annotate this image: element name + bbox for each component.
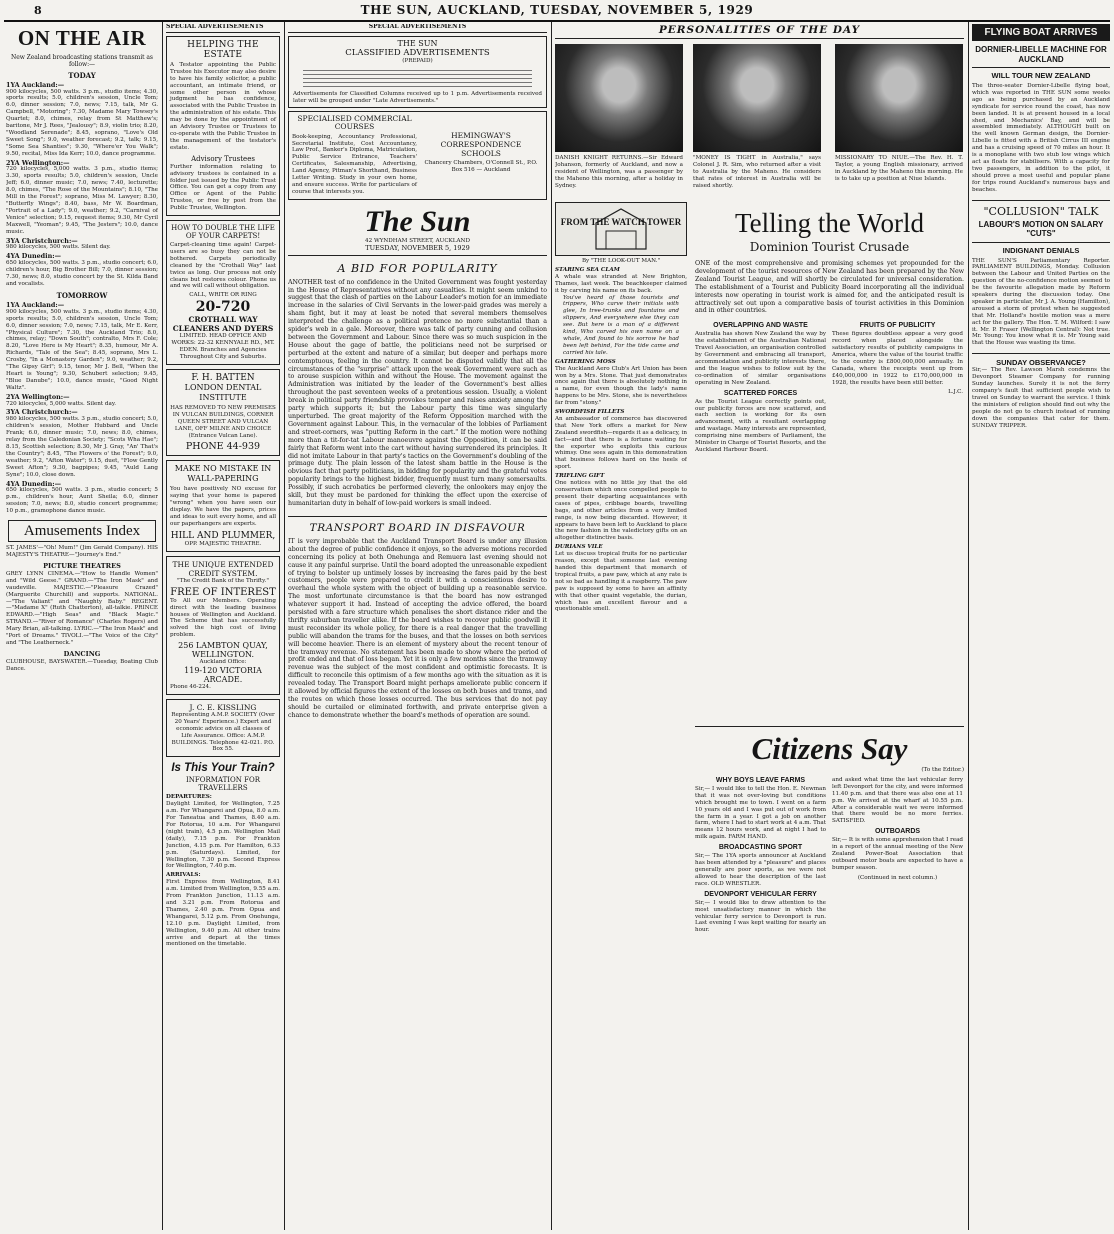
flying-boat-heading: FLYING BOAT ARRIVES — [984, 27, 1098, 38]
call-write-ring: CALL, WRITE OR RING — [189, 292, 257, 299]
watch-tower-icon — [556, 203, 686, 253]
double-carpets-text: Carpet-cleaning time again! Carpet-users are so busy they can not be bothered. Carpets periodically cleaned by the "Crothall Way" last twice as long. Our process not only cleans but restores colour. Phone us and we will call without obligation. — [170, 242, 276, 290]
special-ads-banner: SPECIAL ADVERTISEMENTS — [166, 24, 280, 33]
broadcasting-sport-text: Sir,— The 1YA sports announcer at Auckland has been attended by a "pleasure" and places generally are poor sports, as we were not allowed to hear the description of the last race. OLD WRESTLER. — [695, 853, 826, 887]
station-3ya-programme: 980 kilocycles, 500 watts. Silent day. — [6, 244, 111, 251]
sunday-heading: SUNDAY OBSERVANCE? — [972, 353, 1110, 367]
amusements-box — [8, 520, 156, 542]
outboards-heading: OUTBOARDS — [874, 828, 921, 836]
column-rule — [968, 22, 969, 1230]
flying-boat-banner — [972, 24, 1110, 41]
double-carpets-heading: HOW TO DOUBLE THE LIFE OF YOUR CARPETS! — [171, 224, 275, 241]
crothall-phone: 20-720 — [195, 299, 251, 316]
collusion-heading: "COLLUSION" TALK — [972, 200, 1110, 218]
helping-estate-heading: HELPING THE ESTATE — [187, 39, 259, 60]
batten-institute: LONDON DENTAL INSTITUTE — [184, 382, 262, 402]
kissling-text: Representing A.M.P. SOCIETY (Over 20 Years' Experience.) Expert and economic advice on all classes of Life Assurance. Office: A.M.P. BUILDINGS. Telephone 42-021. P.O. Box 55. — [171, 711, 275, 753]
classified-the-sun: THE SUN — [397, 38, 438, 48]
watch-tower-graphic — [555, 202, 687, 256]
will-tour-heading: WILL TOUR NEW ZEALAND — [972, 67, 1110, 80]
durians-text: Let us discuss tropical fruits for no particular reason, except that someone last evening handed this department that monarch of tropical fruits, a paw paw, which at any rate is not so bad as handling it a raspberry. The paw paw is supposed by some to have an affinity with that other quaint vegetable, the durian, which has an excellent flavour and a questionable smell. — [555, 551, 687, 613]
arrivals-list: First Express from Wellington, 8.41 a.m. Limited from Wellington, 9.55 a.m. From Frankton Junction, 11.13 a.m. and 3.21 p.m. From Rotorua and Thames, 2.40 p.m. From Opua and Whangarei, 5.12 p.m. From Onehunga, 12.10 p.m. Daylight Limited, from Wellington, 9.40 p.m. All other trains arrive and depart at the times mentioned on the timetable. — [166, 879, 280, 948]
advisory-trustees-text: Further information relating to advisory trustees is contained in a folder just issued by the Public Trust Office. You can get a copy from any Office or Agent of the Public Trustee, or free by post from the Public Trustee, Wellington. — [170, 163, 276, 212]
portrait-photo — [555, 44, 683, 152]
staring-heading: STARING SEA CLAM — [555, 266, 620, 273]
sun-nameplate — [288, 206, 547, 256]
free-of-interest: FREE OF INTEREST — [170, 586, 276, 598]
personalities-heading: PERSONALITIES OF THE DAY — [555, 24, 964, 39]
overlapping-text: Australia has shown New Zealand the way by the establishment of the Australian National Travel Association, an organisation controlled by Government and embracing all transport, accommodation and publicity interests there, and the league wishes to follow suit by the co-ordination of similar organisations operating in New Zealand. — [695, 331, 826, 386]
swordfish-heading: SWORDFISH FILLETS — [555, 409, 625, 416]
column-rule — [551, 22, 552, 1230]
ferry-heading: DEVONPORT VEHICULAR FERRY — [704, 890, 817, 898]
credit-system-text: To All our Members. Operating direct with the leading business houses of Wellington and Auckland. The Scheme that has successfully solved the high cost of living problem. — [170, 597, 276, 639]
public-trust-ad — [166, 36, 280, 216]
train-heading: Is This Your Train? — [171, 762, 275, 775]
telling-signature: L.J.C. — [948, 388, 963, 395]
masthead — [4, 3, 1110, 19]
citizens-section — [695, 726, 964, 1227]
outboards-text: Sir,— It is with some apprehension that I read in a report of the annual meeting of the New Zealand Power-Boat Association that outboard motor boats are expected to have a bumper season. — [832, 837, 963, 871]
personalities-column — [555, 24, 964, 1228]
station-3ya: 3YA Christchurch:— — [6, 236, 78, 245]
credit-phone: Phone 46-224. — [170, 684, 211, 691]
collusion-text: THE SUN'S Parliamentary Reporter. PARLIAMENT BUILDINGS, Monday. Collusion between the Labour and United Parties on the question of the no-confidence motion seemed to be the favourite allegation made by Reform speakers during the discussion today. One speaker in particular, Mr J. A. Young (Hamilton), aroused a storm of protest when he suggested that Mr. Holland's hostile motion was a mere act for the gallery. The Hon. T. M. Wilford: I saw it. Mr. P. Fraser (Wellington Central): Not true. Mr. Young: You know what it is. Mr Young said that the House was wasting its time. — [972, 257, 1110, 347]
station-2ya-programme: 720 kilocycles, 5,000 watts. 3 p.m., studio items; 3.30, sports results; 5.0, children's session, Uncle Jeff; 6.0, dinner music; 7.0, news; 7.40, lecturette; 8.0, chimes, "The Rose of the Mountains"; 8.10, "The Mill in the Forest"; soprano, Miss M. Lawyer; 8.30, "Butterfly Wings"; 8.40, bass, Mr W. Boardman, "Portrait of a Lady"; 9.0, weather; 9.2, "Carnival of Venice" selection; 9.15, request items; 9.30, Mr Cyril Maxwell, "Yeoman"; 9.45, "The Jesters"; 10.0, dance music. — [6, 166, 158, 235]
dornier-heading: DORNIER-LIBELLE MACHINE FOR AUCKLAND — [975, 45, 1107, 64]
watch-tower-title: FROM THE WATCH TOWER — [560, 217, 682, 227]
station-1ya-programme: 900 kilocycles, 500 watts. 3 p.m., studio items; 4.30, sports results; 5.0, children's session, Uncle Tom; 6.0, dinner session; 7.0, news; 7.15, talk, Mr G. Campbell, "Motoring"; 7.30, Madame Mary Towsey's Quartet; 8.0, chimes, relay from St Matthew's; baritone, Mr J. Rees, "Jealousy"; 8.9, violin trio; 8.20, "Woodland Serenade"; 8.45, soprano, "Love's Old Sweet Song"; 9.0, weather forecast; 9.2, talk; 9.15, "Some Sea Shanties"; 9.30, "Where'er You Walk"; 9.50, recital, Miss Ida Kerr; 10.0, dance programme. — [6, 88, 158, 157]
watch-tower-section — [555, 202, 687, 722]
train-subheading: INFORMATION FOR TRAVELLERS — [186, 776, 260, 793]
editorial-column — [288, 24, 547, 1228]
gathering-moss-heading: GATHERING MOSS — [555, 358, 616, 365]
sun-date: TUESDAY, NOVEMBER 5, 1929 — [365, 243, 470, 252]
bid-text: ANOTHER test of no confidence in the United Government was fought yesterday in the House of Representatives without any casualties. It might seem unkind to suggest that the clash of parties on the Labour Leader's motion for an immediate increase in the salaries of Civil Servants in the lower-paid grades was merely a sham fight, but it may at least be noted that several members themselves interpreted the challenge as a political pretence no more substantial than a spider's web in a gale. Moreover, there was talk of party cunning and collusion between the Government and Labour. Since there was so much suspicion in the House about the gage of battle, the politicians need not be surprised or perturbed at the extent and nature of a similar, but deeper and perhaps more contemptuous, feeling in the country. It cannot be disputed validly that all the circumstances of the "surprise" attack upon the weak Government were such as to arouse suspicion within and without the House. The movement against the Administration was initiated by the leader of the Government's best allies throughout the past seventeen weeks of a pretentious session. Usually, a violent break in political party friendship provokes temper and raises anxiety among the party which supports it; but the Labour party this time was singularly unperturbed. The great majority of the Reform Opposition marched with the Government against Labour. This, in the vernacular of the lobbies of Parliament and street-corners, was "putting Reform in the cart." If the motion were nothing more than a tit-for-tat Labour manoeuvre against the Opposition, it can be said fairly that Reform went into the cart without having surrendered its principles. It did not imitate Labour in that party's tactics on the Government's doubling of the primage duty. The plain lesson of the latest sham battle in the House is the obvious fact that party politicians, in bidding for popularity and the grateful votes popularity brings to the highest bidder, frequently must turn many somersaults. Possibly, if such acrobatics be performed cleverly, the onlookers may enjoy the skill, but they must be pardoned for thinking the effect upon the exercise of humanitarian duty in behalf of low-paid workers is small indeed. — [288, 278, 547, 507]
station-3ya-tomorrow-programme: 980 kilocycles, 500 watts. 3 p.m., studio concert; 5.0, children's session, Mother Hubbard and Uncle Frank; 6.0, dinner music; 7.0, news; 8.0, chimes, relay from the Caledonian Society; "Scots Wha Hae"; 8.15, Scottish selection; 8.30, Mr J. Gray, "An' That's the Country"; 8.45, "The Flowers o' the Forest"; 9.0, weather; 9.2, "Afton Water"; 9.15, duet, "Flow Gently Sweet Afton"; 9.30, bagpipes; 9.45, "Auld Lang Syne"; 10.0, close down. — [6, 416, 158, 478]
scattered-text: As the Tourist League correctly points out, our publicity forces are now scattered, and each section is working for its own advancement, with a resultant overlapping and wastage. Many interests are represented, comprising nine members of Parliament, the Minister in Charge of Tourist Resorts, and the Auckland Harbour Board. — [695, 398, 826, 453]
batten-phone: PHONE 44-939 — [185, 441, 261, 453]
picture-theatres-heading: PICTURE THEATRES — [43, 561, 121, 570]
transport-heading: TRANSPORT BOARD IN DISFAVOUR — [288, 516, 547, 534]
kissling-name: J. C. E. KISSLING — [189, 702, 257, 712]
telling-subheading: Dominion Tourist Crusade — [749, 240, 910, 254]
trifling-gift-text: One notices with no little joy that the old conservatism which once compelled people to present their departing acquaintances with cases of pipes, cribbage boards, travelling bags, and other articles from a very limited range, is now being discarded. However, it appears to have been left to Auckland to place the new fashion in the valedictory gifts on an altogether distinctive basis. — [555, 480, 687, 542]
gathering-moss-text: The Auckland Aero Club's Art Union has been won by a Mrs. Stone. That just demonstrates once again that there is absolutely nothing in a name, for even though the lady's name happens to be Mrs. Stone, she is nevertheless far from "stony." — [555, 365, 687, 407]
hill-plummer-address: OPP. MAJESTIC THEATRE. — [184, 540, 262, 547]
bid-heading: A BID FOR POPULARITY — [337, 261, 498, 275]
auckland-office: Auckland Office: — [199, 659, 247, 666]
scattered-heading: SCATTERED FORCES — [723, 389, 798, 397]
indignant-heading: INDIGNANT DENIALS — [972, 242, 1110, 255]
departures-heading: DEPARTURES: — [166, 794, 212, 801]
page-number: 8 — [34, 4, 42, 17]
special-ads-banner-2: SPECIAL ADVERTISEMENTS — [288, 24, 547, 33]
station-4ya-programme: 650 kilocycles, 500 watts. 3 p.m., studio concert; 6.0, children's hour, Big Brother Bill; 7.0, dinner session; 7.30, news; 8.0, studio concert by the St. Kilda Band and vocalists. — [6, 260, 158, 287]
classified-rate-lines — [303, 67, 532, 89]
staring-text: A whale was stranded at New Brighton, Thames, last week. The beachkeeper claimed it by carving his name on its back. — [555, 273, 687, 294]
trifling-gift-heading: TRIFLING GIFT — [555, 473, 605, 480]
sun-address: 42 WYNDHAM STREET, AUCKLAND — [365, 237, 470, 244]
today-heading: TODAY — [68, 70, 96, 80]
classified-note: Advertisements for Classified Columns received up to 1 p.m. Advertisements received later will be grouped under "Late Advertisements." — [293, 90, 542, 104]
why-boys-text: Sir,— I would like to tell the Hon. E. Newman that it was not over-loving but conditions which brought me to town. I went on a farm 10 years old and I was put out of work from the farm in a year. I got a job on another farm, where I had to start work at 4 a.m. That means 12 hours work, and at night I had to milk again. FARM HAND. — [695, 785, 826, 841]
station-4ya-tomorrow-programme: 650 kilocycles, 500 watts. 3 p.m., studio concert; 5 p.m., children's hour, Aunt Sheila; 6.0, dinner session; 7.0, news; 8.0, studio concert programme; 10 p.m., gramophone dance music. — [6, 487, 158, 515]
on-the-air-title: ON THE AIR — [17, 26, 147, 50]
dancing-heading: DANCING — [63, 649, 101, 658]
on-the-air-column — [6, 26, 158, 1228]
classified-box — [288, 36, 547, 108]
amusements-title: Amusements Index — [23, 523, 141, 540]
caption-missionary: MISSIONARY TO NIUE.—The Rev. H. T. Taylor, a young English missionary, arrived in Auckland by the Maheno this morning. He is to take up a position at Niue Islands. — [835, 155, 963, 182]
courses-ad — [288, 111, 547, 200]
helping-estate-text: A Testator appointing the Public Trustee his Executor may also desire to have his family solicitor, a public accountant, an intimate friend, or some other person in whose judgment he has confidence, associated with the Public Trustee in the administration of his estate. This may be done by the appointment of an Advisory Trustee or Trustees to co-operate with the Public Trustee in the management of the testator's estate. — [170, 61, 276, 151]
crothall-ad — [166, 220, 280, 365]
credit-system-subtitle: "The Credit Bank of the Thrifty." — [177, 577, 269, 584]
portrait-photo — [835, 44, 963, 152]
station-3ya-tomorrow: 3YA Christchurch:— — [6, 408, 78, 417]
to-the-editor: (To the Editor.) — [921, 767, 964, 773]
classified-title: CLASSIFIED ADVERTISEMENTS — [345, 47, 490, 58]
why-boys-heading: WHY BOYS LEAVE FARMS — [715, 776, 806, 784]
continued-note: (Continued in next column.) — [857, 874, 938, 881]
ferry-text: Sir,— I would like to draw attention to the most unsatisfactory manner in which the vehicular ferry service to Devonport is run. Last evening I was kept waiting for nearly an hour. — [695, 899, 826, 934]
courses-text: Book-keeping, Accountancy Professional, Secretarial Institute, Cost Accountancy, Law Prof., Banker's Diploma, Matriculation, Public Service Entrance, Teachers' Certificates, Salesmanship, Advertising, Land Agency, Pitman's Shorthand, Business Letter Writing. Study in your own home, and ensure success. Write for particulars of course that interests you. — [292, 133, 417, 195]
caption-danish-knight: DANISH KNIGHT RETURNS.—Sir Edward Johanson, formerly of Auckland, and now a resident of Wellington, was a passenger by the Maheno this morning, after a holiday in Sydney. — [555, 155, 683, 189]
wallpaper-text: You have positively NO excuse for saying that your home is papered "wrong" when you have seen our display. We have the papers, prices and ideas to suit every home, and all our paperhangers are experts. — [170, 486, 276, 527]
column-rule — [284, 22, 285, 1230]
durians-heading: DURIANS VILE — [555, 544, 603, 551]
portrait-photo — [693, 44, 821, 152]
telling-intro: ONE of the most comprehensive and promising schemes yet propounded for the development of the tourist resources of New Zealand has been prepared by the New Zealand Tourist League, and will shortly be circulated for universal consideration. The establishment of a Tourist and Publicity Board incorporating all the individual interests now operating in tourist work is aimed for, and the anticipated result is attractively set out upon a comparative basis of tourist activities in this Dominion and in other countries. — [695, 260, 964, 315]
wallpaper-ad — [166, 460, 280, 551]
batten-text: HAS REMOVED TO NEW PREMISES IN VULCAN BUILDINGS, CORNER QUEEN STREET AND VULCAN LANE, OFF MILNE AND CHOICE (Entrance Vulcan Lane). — [170, 404, 276, 439]
broadcasting-sport-heading: BROADCASTING SPORT — [718, 844, 803, 852]
kissling-ad — [166, 699, 280, 757]
station-4ya: 4YA Dunedin:— — [6, 252, 61, 261]
station-1ya: 1YA Auckland:— — [6, 80, 65, 89]
column-rule — [162, 22, 163, 1230]
courses-heading: SPECIALISED COMMERCIAL COURSES — [297, 113, 412, 132]
citizens-heading: Citizens Say — [751, 731, 908, 766]
hill-plummer-name: HILL AND PLUMMER, — [170, 530, 276, 541]
station-1ya-tomorrow: 1YA Auckland:— — [6, 300, 65, 309]
swordfish-text: An ambassador of commerce has discovered that New York offers a market for New Zealand swordfish—regards it as a delicacy, in fact—and that there is a fortune waiting for the exporter who exploits this curious whimsy. One sees again in this demonstration that business follows hard on the heels of sport. — [555, 415, 687, 471]
ferry-letter-continued: and asked what time the last vehicular ferry left Devonport for the city, and were informed 11.40 p.m. and that there was also one at 11 p.m. We arrived at the wharf at 10.55 p.m. After a considerable wait we were informed that there would be no more ferries. SATISFIED. — [832, 776, 963, 825]
classified-prepaid: (PREPAID) — [402, 57, 433, 64]
masthead-rule — [4, 20, 1110, 22]
watch-tower-verse: You've heard of those tourists and trippers, Who carve their initials with glee, In tree-trunks and fountains and slippers, And everywhere else they can see. But here is a man of a different kind, Who carved his own name on a whale, And found to his sorrow he had been left behind, For the tide came and carried his tale. — [563, 294, 679, 356]
train-section — [166, 762, 280, 948]
crothall-address: LIMITED. HEAD OFFICE AND WORKS: 22-32 KENNYALE RD., MT. EDEN. Branches and Agencies Throughout City and Suburbs. — [171, 333, 275, 360]
fruits-text: These figures doubtless appear a very good record when placed alongside the satisfactory results of publicity campaigns in America, where the value of the tourist traffic to the country is £800,000,000 annually. In Canada, where the receipts went up from £40,000,000 in 1922 to £170,000,000 in 1928, the results have been still better. — [832, 331, 963, 386]
batten-ad — [166, 369, 280, 457]
victoria-arcade: 119-120 VICTORIA ARCADE. — [184, 666, 262, 685]
amusements-items: ST. JAMES'—"Oh! Mum!" (Jim Gerald Company). HIS MAJESTY'S THEATRE—"Journey's End." — [6, 545, 158, 558]
flying-boat-text: The three-seater Dornier-Libelle flying boat, which was reported in THE SUN some weeks ago as being purchased by an Auckland syndicate for service round the coast, has now been landed. It is at present housed in a local shed, and Mechanics' Bay, and will be assembled immediately. ALTHOUGH built on the well known German design, the Dornier-Libelle is fitted with a British Cirrus III engine and has a cruising speed of 70 miles an hour. It is a monoplane with two stub low wings which act as floats for stabilisers. With a capacity for two passengers, in addition to the pilot, it should prove a most useful and popular plane for trips round Auckland's numerous bays and beaches. — [972, 83, 1110, 193]
crothall-name: CROTHALL WAY CLEANERS AND DYERS — [172, 315, 274, 334]
picture-theatres-list: GREY LYNN CINEMA.—"How to Handle Women" and "Wild Geese." GRAND.—"The Iron Mask" and vaudeville. MAJESTIC.—"Pleasure Crazed" (Marguerite Churchill) and supports. NATIONAL.—"The Valiant" and "Naughty Baby." REGENT.—"Madame X" (Ruth Chatterton), all-talkie. PRINCE EDWARD.—"High Seas" and "Black Magic." STRAND.—"River of Romance" (Charles Rogers) and Mary Brian, all-talking. LYRIC.—"The Iron Mask" and "Port of Dreams." TIVOLI.—"The Voice of the City" and "The Leatherneck." — [6, 570, 158, 646]
overlapping-heading: OVERLAPPING AND WASTE — [713, 322, 808, 330]
arrivals-heading: ARRIVALS: — [166, 872, 201, 879]
advisory-trustees-heading: Advisory Trustees — [191, 154, 255, 163]
fruits-heading: FRUITS OF PUBLICITY — [859, 322, 936, 330]
labour-motion-heading: LABOUR'S MOTION ON SALARY "CUTS" — [978, 219, 1104, 238]
hemingway-address: Chancery Chambers, O'Connell St., P.O. Box 516 — Auckland — [424, 159, 538, 173]
dancing-list: CLUBHOUSE, BAYSWATER.—Tuesday, Boating Club Dance. — [6, 658, 158, 672]
telling-section — [695, 202, 964, 722]
credit-system-ad — [166, 556, 280, 695]
station-2ya-tomorrow-programme: 720 kilocycles, 5,000 watts. Silent day. — [6, 400, 117, 407]
on-the-air-intro: New Zealand broadcasting stations transmit as follow:— — [11, 54, 153, 69]
masthead-title: THE SUN, AUCKLAND, TUESDAY, NOVEMBER 5, 1929 — [360, 3, 754, 17]
station-4ya-tomorrow: 4YA Dunedin:— — [6, 479, 61, 488]
special-ads-column — [166, 24, 280, 1228]
wallpaper-heading: MAKE NO MISTAKE IN WALL-PAPERING — [174, 464, 272, 484]
flying-boat-column — [972, 24, 1110, 1228]
batten-name: F. H. BATTEN — [191, 372, 255, 383]
credit-system-heading: THE UNIQUE EXTENDED CREDIT SYSTEM. — [172, 559, 274, 578]
hemingway-name: HEMINGWAY'S CORRESPONDENCE SCHOOLS — [440, 130, 522, 158]
station-2ya-tomorrow: 2YA Wellington:— — [6, 392, 70, 401]
telling-heading: Telling the World — [735, 208, 924, 238]
station-1ya-tomorrow-programme: 900 kilocycles, 500 watts. 3 p.m., studio items; 4.30, sports results; 5.0, children's session, Uncle Tom; 6.0, dinner session; 7.0, news; 7.15, talk, Mr E. Kerr, "Physical Culture"; 7.30, the Auckland Trio; 8.0, chimes, relay; "Down South"; contralto, Mrs F. Cole; 8.20, "Love Here is My Heart"; 8.35, humour, Mr A. Richards, "Tale of the Sea"; 8.45, soprano, Mrs L. Crosby, "In a Monastery Garden"; 9.0, weather; 9.2, "The Gipsy Girl"; 9.15, tenor, Mr J. Bell, "When the Heart is Young"; 9.30, Schubert selection; 9.45, "Blue Danube"; 10.0, dance music, "Good Night Waltz". — [6, 308, 158, 391]
station-2ya: 2YA Wellington:— — [6, 158, 70, 167]
watch-tower-byline: By "THE LOOK-OUT MAN." — [581, 258, 661, 264]
sun-logo: The Sun — [364, 204, 471, 238]
tomorrow-heading: TOMORROW — [56, 290, 108, 300]
caption-money-tight: "MONEY IS TIGHT in Australia," says Colonel J. R. Sim, who returned after a visit to Australia by the Maheno. He considers that rates of interest in Australia will be raised shortly. — [693, 155, 821, 189]
sunday-text: Sir,— The Rev. Lawson Marsh condemns the Devonport Steamer Company for running Sunday launches. Surely it is not the ferry company's fault that sufficient people wish to travel on Sunday to warrant the service. I think the ministers of religion should find out why the people do not go to church instead of running down the companies that cater for them. SUNDAY TRIPPER. — [972, 367, 1110, 429]
transport-text: IT is very improbable that the Auckland Transport Board is under any illusion about the degree of public confidence it enjoys, so the adverse motions recorded concerning its policy at both Onehunga and Remuera last evening should not cause it any painful surprise. Until the board adopted the unreasonable expedient of trying to bolster up untimely losses by increasing the fares paid by the best customers, people were prepared to credit it with a conscientious desire to overhaul the whole system with the object of building up a reasonable service. The most unfortunate circumstance is that the board has now estranged whatever support it had. Instead of accepting the advice offered, the board persisted with a fare structure which penalises the short distance rider and the thrifty suburban traveller alike. If the board wishes to recover public goodwill it must reconsider its whole policy, for there is a real danger that the travelling public will abandon the trams for the buses, and that the losses on both services will become heavier. There is an element of mystery about the recent tenour of the tramway revenue. No statement has been made to show where the period of profit ended and that of loss began. Yet it is only a few months since the tramway revenue was the subject of the most confident and optimistic forecasts. It is difficult to reconcile this optimism of a few months ago with the situation as it is revealed today. The Transport Board might perhaps ameliorate public concern if it allowed by official figures the extent of the losses on both buses and trams, and the routes on which those losses occurred. The bus services that do not pay should be curtailed or eliminated forthwith, and private enterprise given a chance to demonstrate whether the board's methods of operation are sound. — [288, 537, 547, 719]
departures-list: Daylight Limited, for Wellington, 7.25 a.m. For Whangarei and Opua, 8.0 a.m. For Taneatua and Thames, 8.40 a.m. For Rotorua, 10 a.m. For Whangarei (night train), 4.5 p.m. Wellington Mail (daily), 7.15 p.m. For Frankton Junction, 4.15 p.m. For Hamilton, 6.33 p.m. (Saturdays). Limited, for Wellington, 7.30 p.m. Second Express for Wellington, 7.40 p.m. — [166, 801, 280, 870]
lambton-quay: 256 LAMBTON QUAY, WELLINGTON. — [178, 641, 268, 660]
